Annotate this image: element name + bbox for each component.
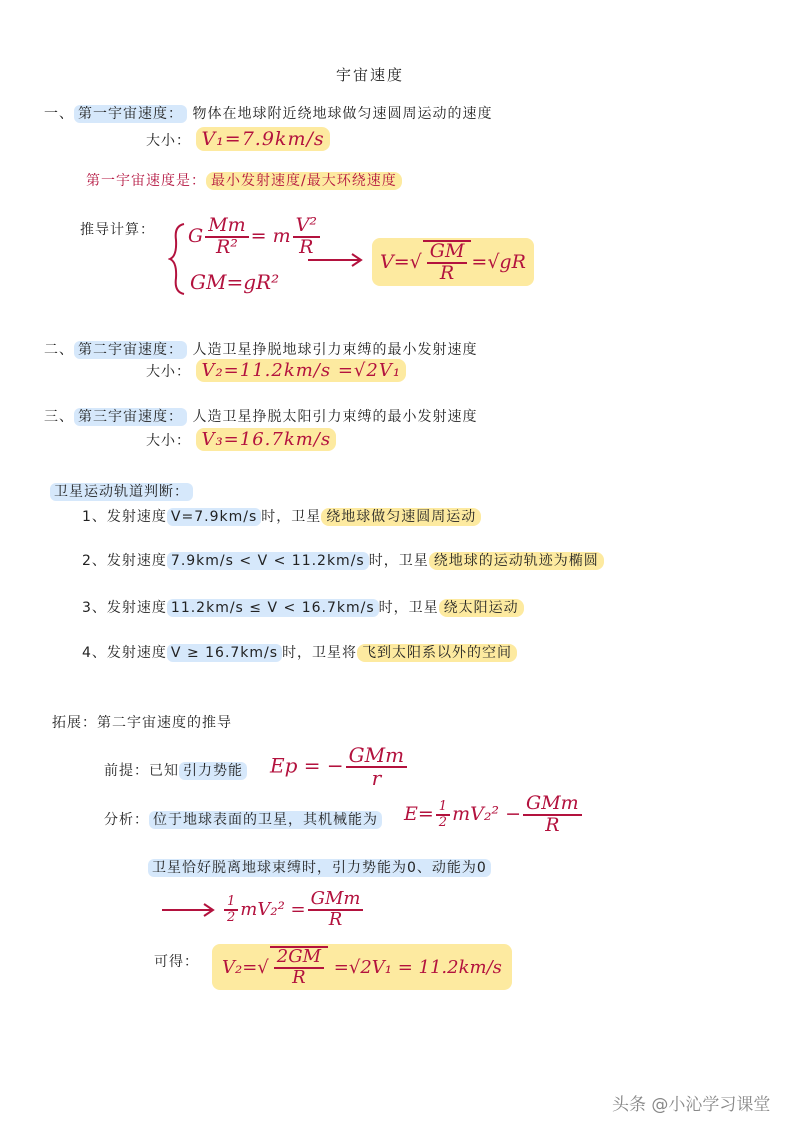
e-fraction [523, 794, 582, 836]
orbit-item-mid: 时，卫星将 [282, 645, 358, 661]
section-1-number: 一、 [44, 106, 74, 122]
eq-den: R [328, 908, 343, 930]
final-result [212, 944, 512, 990]
section-1-term: 第一宇宙速度： [74, 105, 187, 123]
orbit-item-prefix: 1、发射速度 [82, 509, 167, 525]
eq-half-fraction [224, 895, 238, 924]
result-fraction [427, 242, 468, 284]
eq1-rhs-num: V² [293, 216, 320, 238]
derive-result [372, 238, 534, 286]
eq-half-den: 2 [227, 909, 236, 925]
list-item [82, 506, 481, 526]
result-tail: =√gR [471, 250, 526, 273]
result-num: GM [427, 242, 468, 264]
section-1-size-label: 大小： [146, 133, 191, 149]
section-3-number: 三、 [44, 409, 74, 425]
premise-line [104, 760, 247, 780]
orbit-item-cond: 7.9km/s < V < 11.2km/s [167, 552, 369, 570]
res-num: 2GM [274, 948, 324, 969]
result-label: 可得： [154, 954, 199, 970]
eq1-mid: = m [250, 224, 291, 247]
ep-fraction [346, 745, 407, 789]
analysis-label: 分析： [104, 812, 149, 828]
section-1-heading [44, 103, 492, 123]
section-3-heading [44, 406, 477, 426]
analysis-text: 位于地球表面的卫星，其机械能为 [149, 811, 382, 829]
eq-half-num: 1 [224, 895, 238, 911]
list-item [82, 597, 524, 617]
orbit-item-result: 绕地球的运动轨迹为椭圆 [429, 552, 604, 570]
eq1-lhs-den: R² [215, 235, 238, 258]
orbit-item-cond: 11.2km/s ≤ V < 16.7km/s [167, 599, 379, 617]
e-half-den: 2 [438, 814, 448, 830]
derive-equation-1 [188, 216, 322, 258]
orbit-item-prefix: 2、发射速度 [82, 553, 167, 569]
sqrt-icon: √ [257, 956, 269, 978]
orbit-item-result: 绕地球做匀速圆周运动 [321, 508, 481, 526]
section-1-desc: 物体在地球附近绕地球做匀速圆周运动的速度 [192, 106, 493, 122]
section-2-size-value: V₂=11.2km/s =√2V₁ [196, 359, 406, 382]
res-v: V₂= [222, 956, 258, 978]
watermark: 头条 @小沁学习课堂 [612, 1095, 771, 1115]
sqrt-icon: √ [409, 250, 422, 273]
res-den: R [292, 966, 306, 988]
escape-equation [222, 890, 365, 930]
section-3-desc: 人造卫星挣脱太阳引力束缚的最小发射速度 [192, 409, 478, 425]
section-1-size-value: V₁=7.9km/s [196, 127, 329, 151]
orbit-item-mid: 时，卫星 [378, 600, 439, 616]
orbit-item-prefix: 4、发射速度 [82, 645, 167, 661]
eq-num: GMm [308, 890, 364, 911]
orbit-item-mid: 时，卫星 [261, 509, 322, 525]
arrow-right-icon [306, 253, 364, 267]
section-2-term: 第二宇宙速度： [74, 341, 187, 359]
section-2-desc: 人造卫星挣脱地球引力束缚的最小发射速度 [192, 342, 478, 358]
list-item [82, 642, 517, 662]
eq1-lhs-num: Mm [205, 216, 248, 238]
section-1-note-prefix: 第一宇宙速度是： [86, 173, 206, 189]
orbit-item-mid: 时，卫星 [368, 553, 429, 569]
section-2-size [146, 360, 406, 381]
eq1-rhs-fraction [293, 216, 320, 258]
premise-label: 前提：已知 [104, 763, 179, 779]
premise-highlight: 引力势能 [179, 762, 247, 780]
orbit-item-prefix: 3、发射速度 [82, 600, 167, 616]
ep-num: GMm [346, 745, 407, 768]
e-den: R [545, 813, 560, 836]
ep-lhs: Ep = − [270, 753, 344, 778]
eq1-g: G [188, 224, 204, 247]
orbit-heading-text: 卫星运动轨道判断： [50, 483, 193, 501]
e-half-fraction [436, 800, 450, 829]
res-tail: =√2V₁ = 11.2km/s [333, 956, 502, 978]
derive-equation-2: GM=gR² [190, 270, 280, 294]
section-3-size-label: 大小： [146, 433, 191, 449]
section-3-term: 第三宇宙速度： [74, 408, 187, 426]
orbit-heading [50, 481, 193, 501]
ep-den: r [371, 766, 382, 790]
orbit-item-result: 绕太阳运动 [439, 599, 524, 617]
list-item [82, 550, 604, 570]
section-2-number: 二、 [44, 342, 74, 358]
eq1-rhs-den: R [299, 235, 314, 258]
eq-fraction [308, 890, 364, 930]
analysis-line [104, 809, 382, 829]
section-1-size [146, 128, 330, 150]
page-title: 宇宙速度 [336, 66, 405, 84]
brace-icon [168, 222, 188, 296]
section-1-note-value: 最小发射速度/最大环绕速度 [206, 172, 402, 190]
escape-condition [148, 857, 491, 877]
section-2-heading [44, 339, 477, 359]
section-2-size-label: 大小： [146, 364, 191, 380]
e-half-num: 1 [436, 800, 450, 816]
eq1-lhs-fraction [205, 216, 248, 258]
e-lhs: E= [404, 802, 434, 825]
section-3-size [146, 429, 336, 450]
e-mid: mV₂² − [452, 802, 522, 825]
arrow-right-icon [160, 903, 216, 917]
orbit-item-cond: V=7.9km/s [167, 508, 261, 526]
orbit-item-result: 飞到太阳系以外的空间 [357, 644, 517, 662]
e-num: GMm [523, 794, 582, 816]
energy-formula [404, 794, 584, 836]
eq-mid: mV₂² = [240, 898, 306, 920]
section-1-note [86, 170, 402, 190]
res-fraction [274, 948, 324, 988]
escape-text: 卫星恰好脱离地球束缚时，引力势能为0、动能为0 [148, 859, 491, 877]
derive-label: 推导计算： [80, 222, 155, 238]
extension-heading: 拓展：第二宇宙速度的推导 [52, 715, 232, 731]
result-den: R [439, 261, 455, 284]
ep-formula [270, 745, 409, 789]
result-v: V= [380, 250, 410, 273]
section-3-size-value: V₃=16.7km/s [196, 428, 336, 451]
orbit-item-cond: V ≥ 16.7km/s [167, 644, 282, 662]
